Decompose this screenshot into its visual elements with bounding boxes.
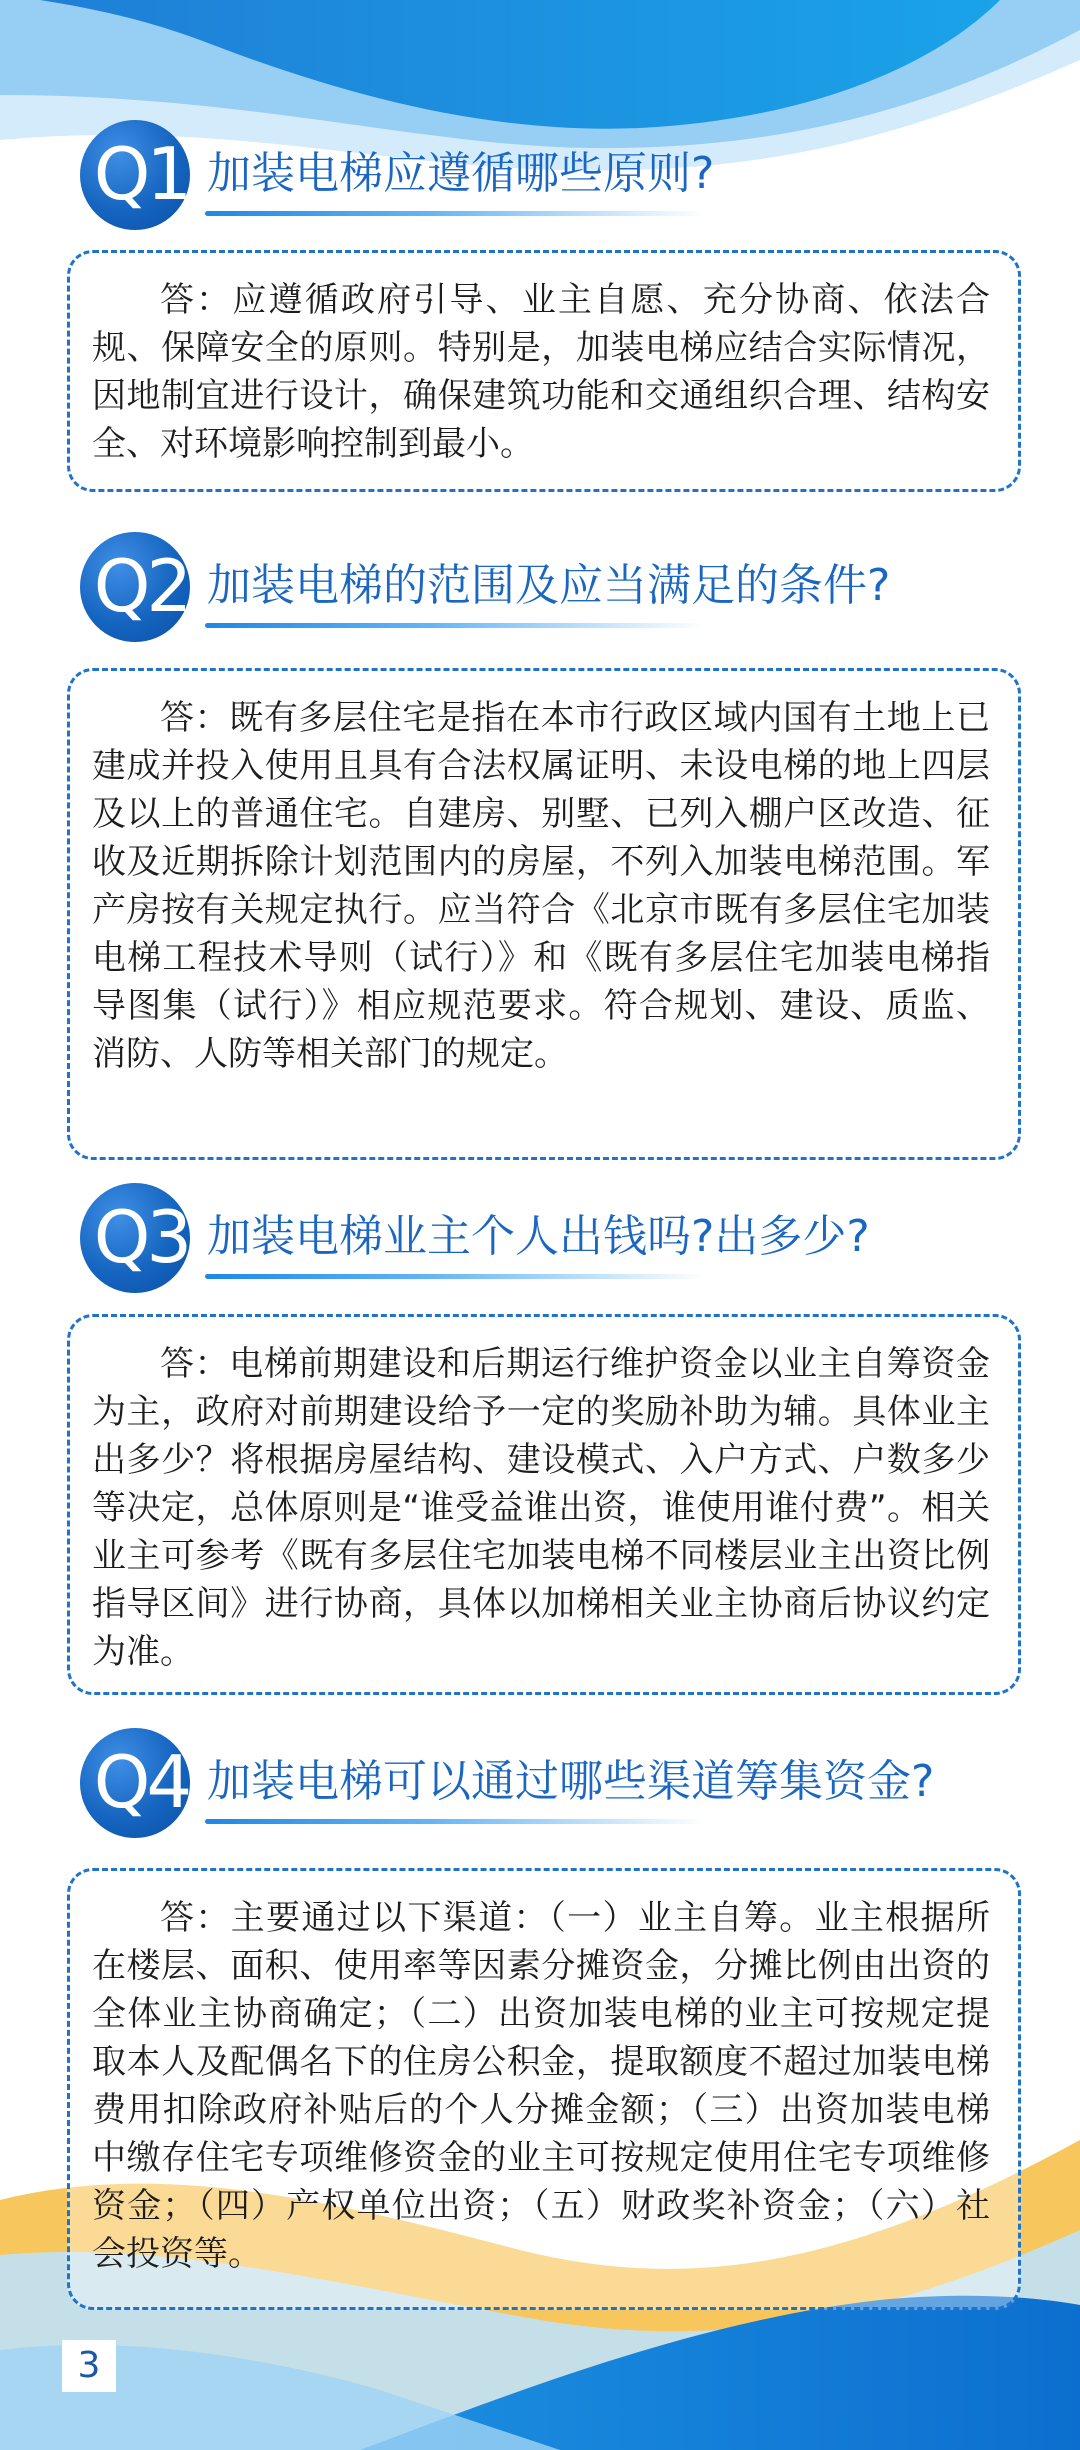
question-title: 加装电梯业主个人出钱吗?出多少?: [207, 1211, 870, 1262]
question-header: [80, 120, 1040, 230]
answer-box: [67, 250, 1021, 492]
question-number: Q2: [93, 544, 189, 628]
answer-box: [67, 1314, 1021, 1695]
question-title: 加装电梯的范围及应当满足的条件?: [207, 560, 891, 611]
answer-box: [67, 668, 1021, 1160]
answer-text: 答：主要通过以下渠道：（一）业主自筹。业主根据所在楼层、面积、使用率等因素分摊资金，分摊比例由出资的全体业主协商确定；（二）出资加装电梯的业主可按规定提取本人及配偶名下的住房公积金，提取额度不超过加装电梯费用扣除政府补贴后的个人分摊金额；（三）出资加装电梯中缴存住宅专项维修资金的业主可按规定使用住宅专项维修资金；（四）产权单位出资；（五）财政奖补资金；（六）社会投资等。: [92, 1898, 990, 2274]
question-number: Q4: [93, 1740, 189, 1824]
question-number: Q1: [93, 132, 189, 216]
question-title: 加装电梯应遵循哪些原则?: [207, 148, 715, 199]
question-number: Q3: [93, 1195, 189, 1279]
question-header: [80, 1728, 1040, 1838]
title-underline: [205, 211, 705, 216]
question-header: [80, 532, 1040, 642]
answer-text: 答：既有多层住宅是指在本市行政区域内国有土地上已建成并投入使用且具有合法权属证明、未设电梯的地上四层及以上的普通住宅。自建房、别墅、已列入棚户区改造、征收及近期拆除计划范围内的房屋，不列入加装电梯范围。军产房按有关规定执行。应当符合《北京市既有多层住宅加装电梯工程技术导则（试行）》和《既有多层住宅加装电梯指导图集（试行）》相应规范要求。符合规划、建设、质监、消防、人防等相关部门的规定。: [92, 698, 990, 1074]
question-header: [80, 1183, 1040, 1293]
title-underline: [205, 1819, 705, 1824]
title-underline: [205, 1274, 705, 1279]
question-title: 加装电梯可以通过哪些渠道筹集资金?: [207, 1756, 935, 1807]
answer-text: 答：电梯前期建设和后期运行维护资金以业主自筹资金为主，政府对前期建设给予一定的奖励补助为辅。具体业主出多少？将根据房屋结构、建设模式、入户方式、户数多少等决定，总体原则是“谁受益谁出资，谁使用谁付费”。相关业主可参考《既有多层住宅加装电梯不同楼层业主出资比例指导区间》进行协商，具体以加梯相关业主协商后协议约定为准。: [92, 1344, 990, 1672]
answer-box: [67, 1868, 1021, 2310]
answer-text: 答：应遵循政府引导、业主自愿、充分协商、依法合规、保障安全的原则。特别是，加装电梯应结合实际情况，因地制宜进行设计，确保建筑功能和交通组织合理、结构安全、对环境影响控制到最小。: [92, 280, 990, 464]
page-number: 3: [62, 2340, 116, 2392]
title-underline: [205, 623, 705, 628]
